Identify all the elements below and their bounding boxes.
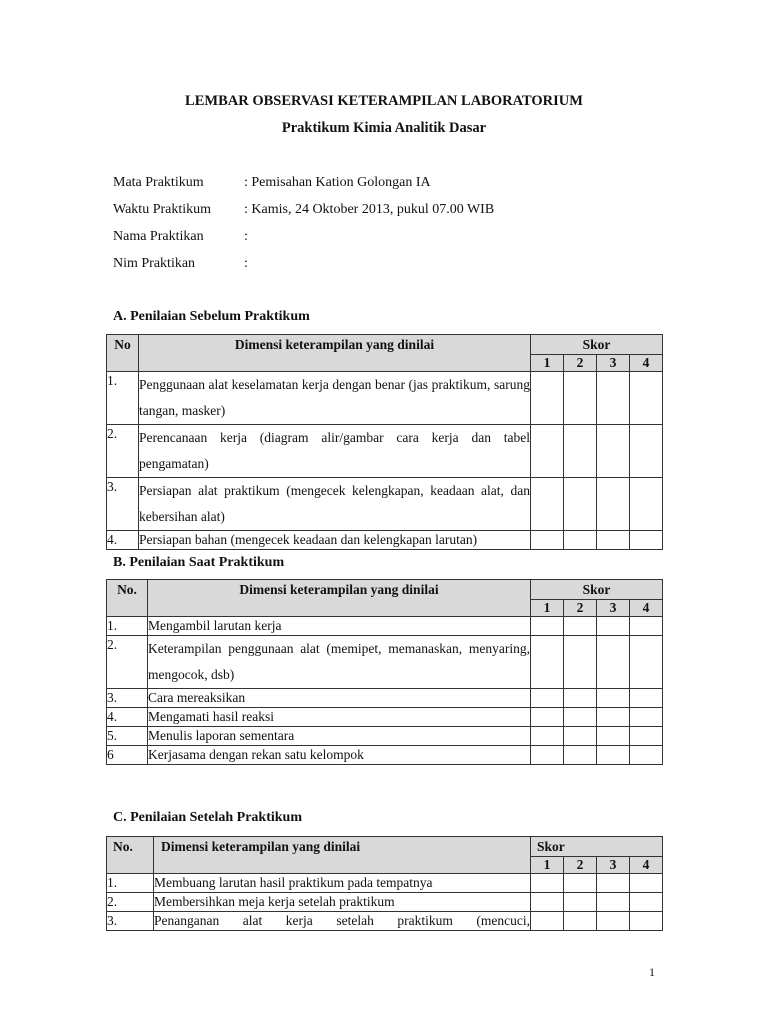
table-row [107,617,663,636]
score-cell[interactable] [630,727,663,746]
score-cell[interactable] [597,689,630,708]
score-cell[interactable] [630,874,663,893]
row-number: 1. [107,874,154,893]
row-number: 3. [107,689,148,708]
info-label: Nim Praktikan [113,256,196,271]
score-cell[interactable] [564,617,597,636]
dimension-header: Dimensi keterampilan yang dinilai [154,837,531,874]
row-dimension: Mengambil larutan kerja [148,617,531,636]
row-number: 3. [107,912,154,931]
info-row-waktu-praktikum [113,201,494,228]
score-cell[interactable] [531,727,564,746]
score-cell[interactable] [531,746,564,765]
score-cell[interactable] [597,874,630,893]
score-cell[interactable] [564,746,597,765]
score-cell[interactable] [564,372,597,425]
info-value: : [244,229,248,244]
score-cell[interactable] [630,425,663,478]
info-value: : [244,256,248,271]
info-row-nim-praktikan [113,255,494,282]
score-cell[interactable] [564,425,597,478]
score-cell[interactable] [597,372,630,425]
score-cell[interactable] [531,893,564,912]
score-cell[interactable] [630,746,663,765]
dimension-header: Dimensi keterampilan yang dinilai [148,580,531,617]
no-header: No [107,335,139,372]
row-number: 1. [107,617,148,636]
score-cell[interactable] [531,372,564,425]
score-cell[interactable] [597,478,630,531]
table-row [107,478,663,531]
row-number: 5. [107,727,148,746]
info-row-mata-praktikum [113,174,494,201]
document-title: LEMBAR OBSERVASI KETERAMPILAN LABORATORIUM [185,93,583,109]
score-cell[interactable] [597,708,630,727]
no-header: No. [107,837,154,874]
score-cell[interactable] [597,531,630,550]
score-cell[interactable] [630,617,663,636]
row-dimension: Menulis laporan sementara [148,727,531,746]
row-dimension: Penggunaan alat keselamatan kerja dengan benar (jas praktikum, sarung tangan, masker) [139,372,531,425]
section-b-title: B. Penilaian Saat Praktikum [113,555,285,570]
score-cell[interactable] [597,727,630,746]
table-row [107,708,663,727]
score-cell[interactable] [531,478,564,531]
score-cell[interactable] [597,425,630,478]
score-cell[interactable] [531,531,564,550]
score-col-2: 2 [564,600,597,617]
table-row [107,531,663,550]
table-row [107,689,663,708]
score-cell[interactable] [531,912,564,931]
score-cell[interactable] [564,531,597,550]
score-col-3: 3 [597,355,630,372]
section-a-title: A. Penilaian Sebelum Praktikum [113,309,310,324]
score-cell[interactable] [630,478,663,531]
score-cell[interactable] [531,708,564,727]
dimension-header: Dimensi keterampilan yang dinilai [139,335,531,372]
score-cell[interactable] [564,893,597,912]
row-dimension: Keterampilan penggunaan alat (memipet, memanaskan, menyaring, mengocok, dsb) [148,636,531,689]
score-cell[interactable] [630,912,663,931]
score-col-1: 1 [531,355,564,372]
row-dimension: Persiapan bahan (mengecek keadaan dan kelengkapan larutan) [139,531,531,550]
score-cell[interactable] [597,912,630,931]
row-dimension: Persiapan alat praktikum (mengecek kelengkapan, keadaan alat, dan kebersihan alat) [139,478,531,531]
score-cell[interactable] [630,372,663,425]
section-b-table [106,579,663,765]
score-col-3: 3 [597,857,630,874]
info-label: Waktu Praktikum [113,202,212,217]
score-cell[interactable] [531,636,564,689]
info-value: : Pemisahan Kation Golongan IA [244,175,431,190]
score-col-1: 1 [531,600,564,617]
score-header: Skor [531,335,663,355]
score-col-1: 1 [531,857,564,874]
score-cell[interactable] [597,893,630,912]
score-cell[interactable] [564,689,597,708]
row-number: 4. [107,708,148,727]
table-row [107,372,663,425]
score-cell[interactable] [531,874,564,893]
row-number: 2. [107,425,139,478]
score-cell[interactable] [564,727,597,746]
info-value: : Kamis, 24 Oktober 2013, pukul 07.00 WIB [244,202,495,217]
info-row-nama-praktikan [113,228,494,255]
section-c-table [106,836,663,931]
section-c-title: C. Penilaian Setelah Praktikum [113,810,303,825]
score-header: Skor [531,580,663,600]
score-cell[interactable] [630,689,663,708]
score-cell[interactable] [564,912,597,931]
row-dimension: Membersihkan meja kerja setelah praktikum [154,893,531,912]
score-cell[interactable] [597,746,630,765]
score-col-4: 4 [630,857,663,874]
row-dimension: Kerjasama dengan rekan satu kelompok [148,746,531,765]
score-cell[interactable] [531,617,564,636]
table-row [107,893,663,912]
score-col-3: 3 [597,600,630,617]
info-label: Mata Praktikum [113,175,204,190]
score-cell[interactable] [564,708,597,727]
row-dimension: Cara mereaksikan [148,689,531,708]
score-cell[interactable] [564,478,597,531]
row-dimension: Penanganan alat kerja setelah praktikum (mencuci, [154,912,531,931]
score-cell[interactable] [597,617,630,636]
no-header: No. [107,580,148,617]
score-cell[interactable] [630,531,663,550]
score-col-4: 4 [630,600,663,617]
row-number: 3. [107,478,139,531]
score-header: Skor [531,837,663,857]
table-row [107,636,663,689]
score-col-2: 2 [564,857,597,874]
score-col-4: 4 [630,355,663,372]
score-cell[interactable] [597,636,630,689]
document-subtitle: Praktikum Kimia Analitik Dasar [281,120,487,136]
info-label: Nama Praktikan [113,229,204,244]
info-block [113,174,494,282]
score-col-2: 2 [564,355,597,372]
score-cell[interactable] [630,636,663,689]
table-row [107,425,663,478]
row-number: 2. [107,636,148,689]
page-number: 1 [649,965,655,979]
score-cell[interactable] [630,893,663,912]
row-number: 6 [107,746,148,765]
score-cell[interactable] [564,636,597,689]
score-cell[interactable] [531,425,564,478]
row-dimension: Perencanaan kerja (diagram alir/gambar cara kerja dan tabel pengamatan) [139,425,531,478]
score-cell[interactable] [630,708,663,727]
table-row [107,727,663,746]
score-cell[interactable] [564,874,597,893]
row-number: 4. [107,531,139,550]
table-row [107,874,663,893]
row-dimension: Mengamati hasil reaksi [148,708,531,727]
section-a-table [106,334,663,550]
score-cell[interactable] [531,689,564,708]
row-number: 1. [107,372,139,425]
row-number: 2. [107,893,154,912]
table-row [107,912,663,931]
table-row [107,746,663,765]
row-dimension: Membuang larutan hasil praktikum pada tempatnya [154,874,531,893]
